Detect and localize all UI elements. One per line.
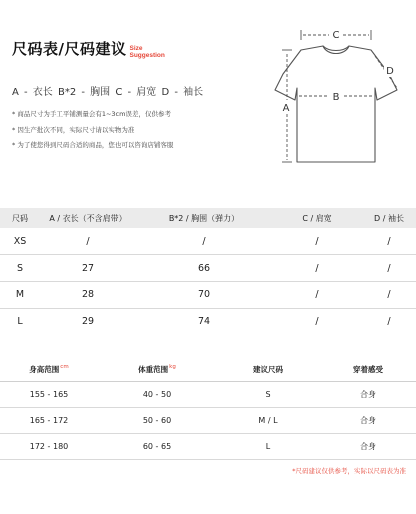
cell-fit: 合身	[360, 441, 376, 451]
note-item: * 商品尺寸为手工平铺测量会有1~3cm误差，仅供参考	[12, 110, 171, 118]
size-table	[0, 208, 416, 335]
table-row	[0, 407, 416, 433]
title-english-line1: Size	[129, 45, 143, 52]
cell-sleeve: /	[387, 262, 391, 274]
cell-shoulder: /	[315, 262, 319, 274]
table-row	[0, 228, 416, 255]
cell-suggested-size: L	[265, 441, 271, 451]
col-header-fit: 穿着感受	[353, 365, 383, 375]
cell-weight: 40 - 50	[142, 389, 172, 399]
table-row	[0, 433, 416, 459]
tshirt-diagram	[263, 20, 411, 170]
note-item: * 为了使您得到尺码合适的商品，您也可以咨询店铺客服	[12, 141, 174, 149]
unit-cm: cm	[60, 364, 69, 371]
cell-height: 165 - 172	[29, 415, 69, 425]
unit-kg: kg	[169, 364, 176, 371]
title-english	[129, 45, 164, 59]
label-b: B	[332, 92, 340, 103]
cell-suggested-size: S	[265, 389, 271, 399]
col-header-sleeve: D / 袖长	[374, 213, 404, 223]
label-d: D	[386, 66, 394, 77]
footnote: *尺码建议仅供参考，实际以尺码表为准	[292, 467, 406, 475]
size-table-header	[0, 208, 416, 228]
cell-sleeve: /	[387, 235, 391, 247]
cell-chest: /	[202, 235, 206, 247]
size-suggestion-table	[0, 359, 416, 460]
cell-shoulder: /	[315, 316, 319, 328]
title-english-line2: Suggestion	[129, 52, 165, 59]
cell-size: XS	[13, 235, 27, 247]
cell-length: 28	[81, 289, 95, 301]
cell-height: 155 - 165	[29, 389, 69, 399]
col-header-length: A / 衣长（不含肩带）	[49, 213, 127, 223]
cell-height: 172 - 180	[29, 441, 69, 451]
page-title: 尺码表/尺码建议	[12, 40, 127, 58]
col-header-chest: B*2 / 胸围（弹力）	[168, 213, 240, 223]
title-row	[12, 38, 165, 59]
col-header-height: 身高范围$^{cm}$	[29, 364, 69, 375]
cell-sleeve: /	[387, 289, 391, 301]
cell-sleeve: /	[387, 316, 391, 328]
suggestion-table-header	[0, 359, 416, 381]
cell-chest: 70	[197, 289, 211, 301]
cell-size: S	[16, 262, 24, 274]
cell-length: 29	[81, 316, 95, 328]
table-row	[0, 381, 416, 407]
table-row	[0, 281, 416, 308]
label-a: A	[282, 103, 290, 114]
cell-chest: 74	[197, 316, 211, 328]
table-row	[0, 308, 416, 335]
cell-weight: 50 - 60	[142, 415, 172, 425]
cell-length: 27	[81, 262, 95, 274]
notes	[12, 107, 173, 154]
cell-size: L	[17, 316, 23, 328]
cell-shoulder: /	[315, 235, 319, 247]
measurement-legend: A - 衣长 B*2 - 胸围 C - 肩宽 D - 袖长	[12, 87, 204, 98]
cell-suggested-size: M / L	[258, 415, 278, 425]
cell-shoulder: /	[315, 289, 319, 301]
col-header-suggested-size: 建议尺码	[253, 365, 283, 375]
tshirt-collar	[323, 46, 349, 54]
table-row	[0, 255, 416, 282]
tshirt-outline	[275, 46, 397, 162]
cell-size: M	[15, 289, 25, 301]
label-c: C	[332, 30, 340, 41]
cell-length: /	[86, 235, 90, 247]
note-item: * 因生产批次不同，实际尺寸请以实物为准	[12, 125, 135, 134]
col-header-size: 尺码	[12, 213, 28, 223]
cell-fit: 合身	[360, 389, 376, 399]
col-header-weight: 体重范围$^{kg}$	[138, 364, 176, 375]
col-header-shoulder: C / 肩宽	[302, 213, 332, 223]
cell-fit: 合身	[360, 415, 376, 425]
cell-chest: 66	[197, 262, 211, 274]
cell-weight: 60 - 65	[142, 441, 172, 451]
